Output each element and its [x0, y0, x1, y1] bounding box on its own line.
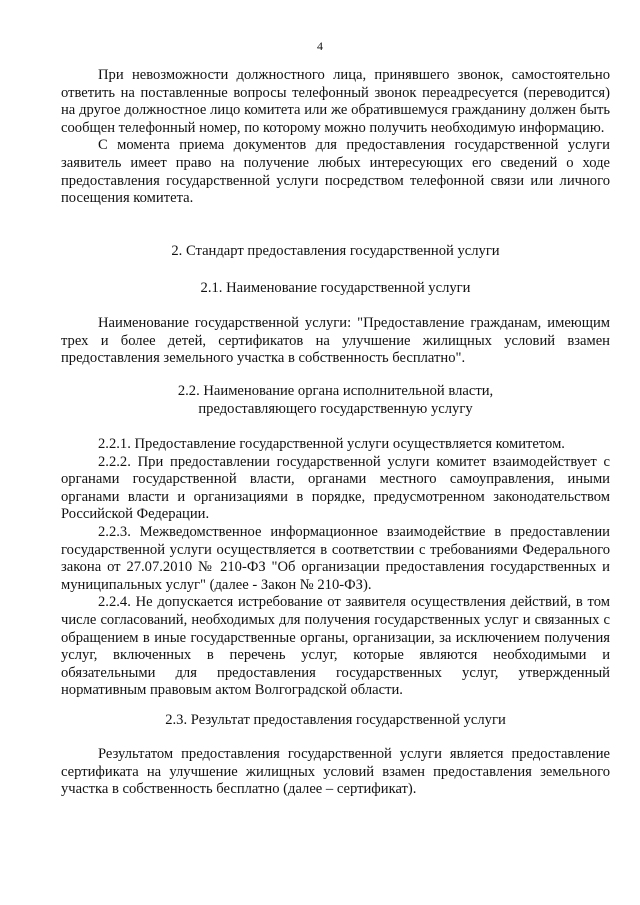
paragraph-2-2-4: 2.2.4. Не допускается истребование от заявителя осуществления действий, в том числе согласований, необходимых для получения государственных услуг и связанных с обращением в иные государственные органы, организации, за исключением получения услуг, включенных в перечень услуг, которые являются необходимыми и обязательными для предоставления государственных услуг, утвержденный нормативным правовым актом Волгоградской области.	[61, 594, 610, 699]
section-2-1-block	[61, 315, 610, 368]
section-2-2-block	[61, 436, 610, 700]
paragraph-applicant-rights: С момента приема документов для предоставления государственной услуги заявитель имеет право на получение любых интересующих его сведений о ходе предоставления государственной услуги посредством телефонной связи или личного посещения комитета.	[61, 137, 610, 207]
section-2-2-heading-line1: 2.2. Наименование органа исполнительной власти,	[177, 383, 494, 399]
section-2-2-heading-line2: предоставляющего государственную услугу	[198, 401, 473, 417]
paragraph-service-result: Результатом предоставления государственной услуги является предоставление сертификата на улучшение жилищных условий взамен предоставления земельного участка в собственность бесплатно (далее – сертификат).	[61, 746, 610, 798]
section-2-3-heading: 2.3. Результат предоставления государственной услуги	[165, 712, 506, 728]
section-2-heading: 2. Стандарт предоставления государственной услуги	[171, 243, 500, 259]
paragraph-service-name: Наименование государственной услуги: "Предоставление гражданам, имеющим трех и более детей, сертификатов на улучшение жилищных условий взамен предоставления земельного участка в собственность бесплатно".	[61, 315, 610, 367]
section-2-1-heading: 2.1. Наименование государственной услуги	[200, 280, 471, 296]
paragraph-call-redirect: При невозможности должностного лица, принявшего звонок, самостоятельно ответить на поставленные вопросы телефонный звонок переадресуется (переводится) на другое должностное лицо комитета или же обратившемуся гражданину должен быть сообщен телефонный номер, по которому можно получить необходимую информацию.	[61, 67, 610, 136]
paragraph-2-2-3: 2.2.3. Межведомственное информационное взаимодействие в предоставлении государственной услуги осуществляется в соответствии с требованиями Федерального закона от 27.07.2010 № 210-ФЗ "Об организации предоставления государственных и муниципальных услуг" (далее - Закон № 210-ФЗ).	[61, 523, 610, 593]
paragraph-2-2-2: 2.2.2. При предоставлении государственной услуги комитет взаимодействует с органами государственной власти, органами местного самоуправления, иными органами власти и организациями в порядке, предусмотренном законодательством Российской Федерации.	[61, 453, 610, 523]
page-number: 4	[317, 39, 323, 53]
intro-block	[61, 67, 610, 208]
section-2-3-block	[61, 746, 610, 799]
paragraph-2-2-1: 2.2.1. Предоставление государственной услуги осуществляется комитетом.	[98, 436, 565, 452]
